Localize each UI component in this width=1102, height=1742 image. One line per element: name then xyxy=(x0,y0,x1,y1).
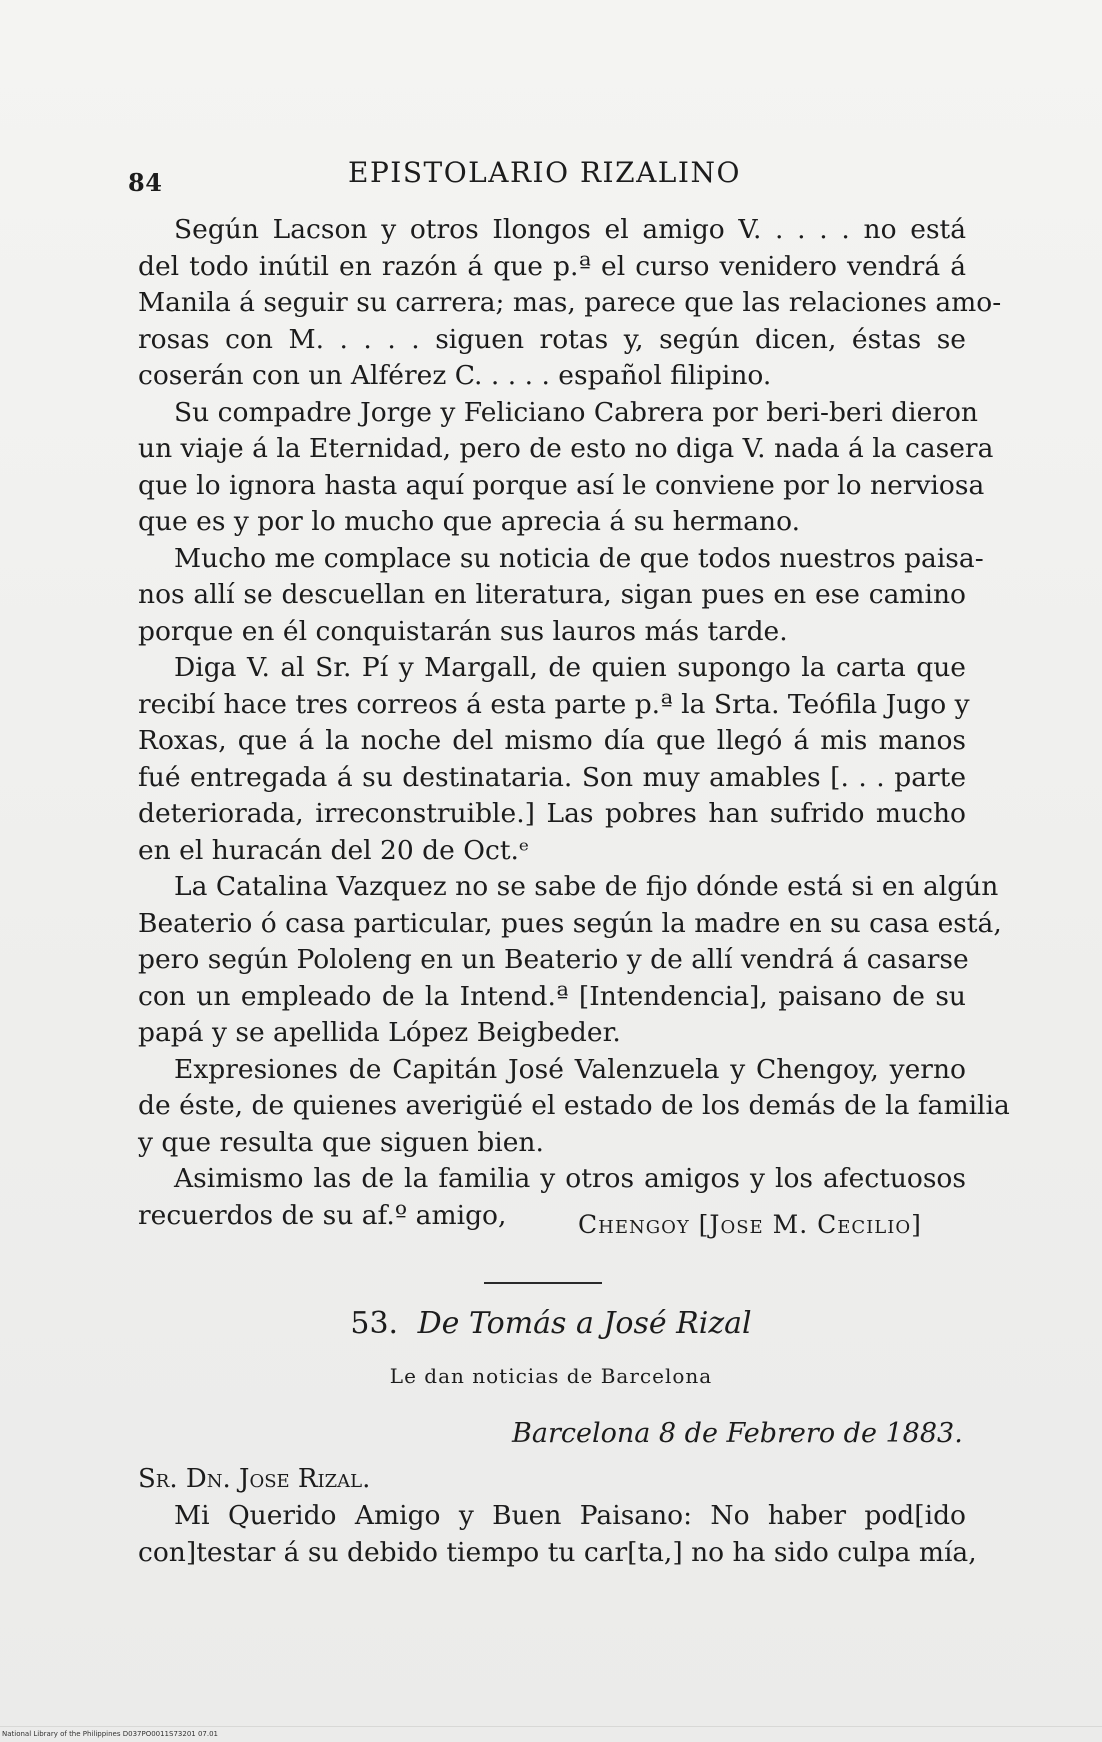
text-line: Según Lacson y otros Ilongos el amigo V. . . . . no está xyxy=(174,214,966,245)
text-line: Mi Querido Amigo y Buen Paisano: No haber pod[ido xyxy=(174,1500,966,1531)
text-line: deteriorada, irreconstruible.] Las pobres han sufrido mucho xyxy=(138,798,966,829)
text-line: recibí hace tres correos á esta parte p.ª la Srta. Teófila Jugo y xyxy=(138,688,970,720)
text-line: que es y por lo mucho que aprecia á su hermano. xyxy=(138,506,801,537)
text-line: Mucho me complace su noticia de que todos nuestros paisa- xyxy=(174,542,984,574)
text-line: y que resulta que siguen bien. xyxy=(138,1126,544,1158)
letter-salutation: Sr. Dn. Jose Rizal. xyxy=(138,1464,371,1494)
text-line: con un empleado de la Intend.ª [Intendencia], paisano de su xyxy=(138,980,966,1012)
letter-opening xyxy=(138,1498,977,1571)
text-line: Su compadre Jorge y Feliciano Cabrera por beri-beri dieron xyxy=(174,396,978,428)
text-line: La Catalina Vazquez no se sabe de fijo dónde está si en algún xyxy=(174,871,999,902)
text-line: un viaje á la Eternidad, pero de esto no diga V. nada á la casera xyxy=(138,433,994,464)
footer-credit: National Library of the Philippines D037PO0011S73201 07.01 xyxy=(2,1730,218,1738)
footer-rule xyxy=(0,1726,1102,1727)
text-line: recuerdos de su af.º amigo, xyxy=(138,1199,507,1231)
text-line: Asimismo las de la familia y otros amigos y los afectuosos xyxy=(174,1163,966,1194)
text-line: Manila á seguir su carrera; mas, parece que las relaciones amo- xyxy=(138,287,1002,318)
text-line: con]testar á su debido tiempo tu car[ta,] no ha sido culpa mía, xyxy=(138,1536,977,1568)
text-line: papá y se apellida López Beigbeder. xyxy=(138,1017,621,1048)
section-divider xyxy=(484,1282,602,1284)
letter-body xyxy=(138,212,1010,1234)
letter-heading xyxy=(0,1306,1102,1341)
text-line: Roxas, que á la noche del mismo día que llegó á mis manos xyxy=(138,725,966,756)
text-line: Beaterio ó casa particular, pues según la madre en su casa está, xyxy=(138,907,1002,939)
letter-title: De Tomás a José Rizal xyxy=(417,1306,752,1341)
text-line: Diga V. al Sr. Pí y Margall, de quien supongo la carta que xyxy=(174,652,966,683)
page-number: 84 xyxy=(128,168,163,197)
text-line: nos allí se descuellan en literatura, sigan pues en ese camino xyxy=(138,579,966,610)
page-header xyxy=(128,150,968,198)
text-line: rosas con M. . . . . siguen rotas y, según dicen, éstas se xyxy=(138,323,966,355)
text-line: en el huracán del 20 de Oct.ᵉ xyxy=(138,834,530,866)
letter-dateline: Barcelona 8 de Febrero de 1883. xyxy=(512,1418,963,1449)
text-line: coserán con un Alférez C. . . . . español filipino. xyxy=(138,360,772,391)
text-line: pero según Pololeng en un Beaterio y de allí vendrá á casarse xyxy=(138,944,969,975)
text-line: porque en él conquistarán sus lauros más tarde. xyxy=(138,615,788,647)
text-line: del todo inútil en razón á que p.ª el curso venidero vendrá á xyxy=(138,250,966,282)
text-line: fué entregada á su destinataria. Son muy amables [. . . parte xyxy=(138,761,966,793)
letter-number: 53. xyxy=(350,1306,399,1341)
text-line: de éste, de quienes averigüé el estado de los demás de la familia xyxy=(138,1090,1010,1121)
letter-subtitle: Le dan noticias de Barcelona xyxy=(389,1364,713,1388)
running-title: EPISTOLARIO RIZALINO xyxy=(348,156,741,189)
text-line: Expresiones de Capitán José Valenzuela y Chengoy, yerno xyxy=(174,1053,966,1085)
text-line: que lo ignora hasta aquí porque así le conviene por lo nerviosa xyxy=(138,469,985,501)
letter-signature: Chengoy [Jose M. Cecilio] xyxy=(578,1210,922,1239)
